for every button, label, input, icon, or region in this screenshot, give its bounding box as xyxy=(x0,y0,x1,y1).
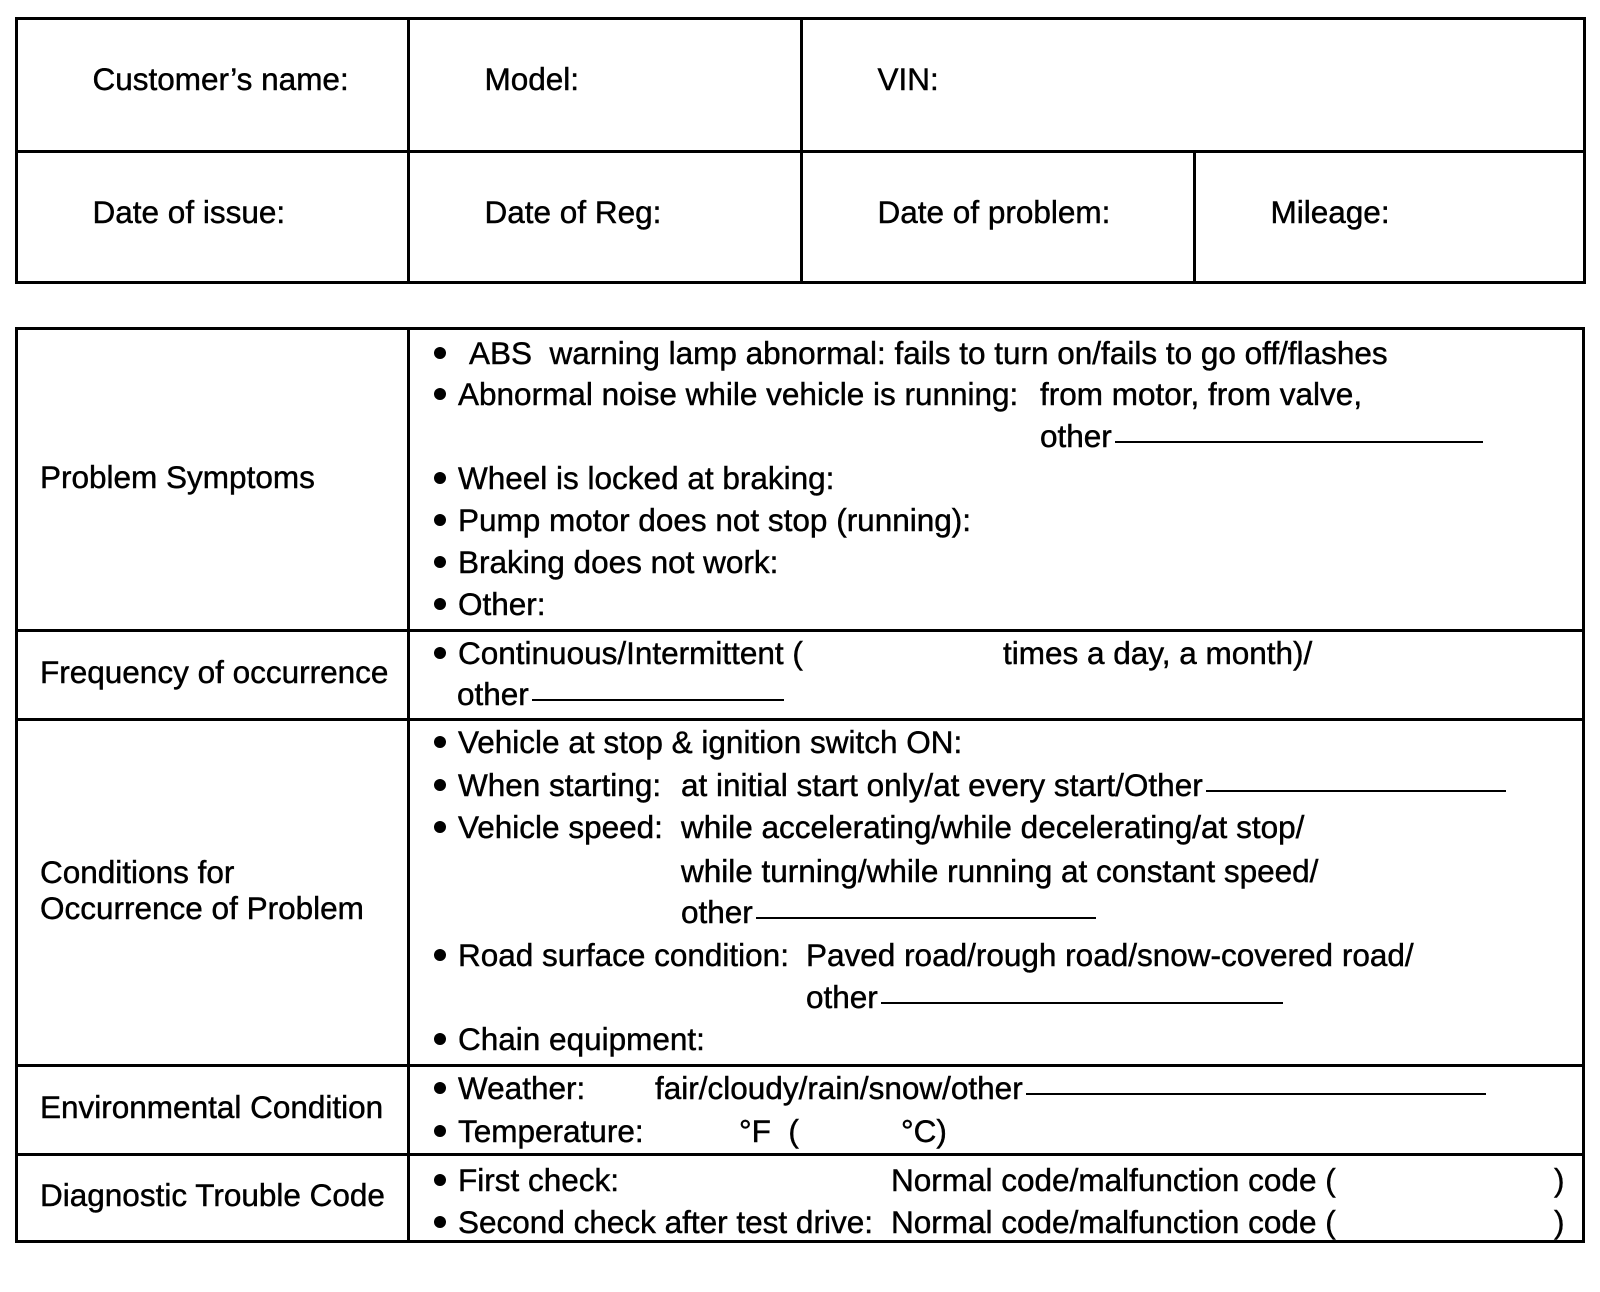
second-check-text: Second check after test drive: xyxy=(458,1204,873,1240)
temperature-text: Temperature: xyxy=(458,1113,644,1149)
symptom-braking xyxy=(410,544,1582,580)
vin-label: VIN: xyxy=(877,61,939,97)
conditions-label-cell xyxy=(15,718,410,1067)
vin-cell xyxy=(800,17,1586,153)
vehicle-info-table xyxy=(15,17,1586,284)
bullet-icon xyxy=(434,647,446,659)
bullet-icon xyxy=(434,556,446,568)
symptom-other-text: Other: xyxy=(458,586,546,622)
vehicle-speed-options-2: while turning/while running at constant speed/ xyxy=(681,853,1319,889)
bullet-icon xyxy=(434,347,446,359)
bullet-icon xyxy=(434,598,446,610)
symptom-pump-motor xyxy=(410,502,1582,538)
condition-road-surface xyxy=(410,937,1582,973)
problem-symptoms-label: Problem Symptoms xyxy=(40,458,315,495)
chain-equipment-text: Chain equipment: xyxy=(458,1021,705,1057)
frequency-label-cell xyxy=(15,629,410,721)
problem-symptoms-label-cell xyxy=(15,327,410,632)
bullet-icon xyxy=(434,1174,446,1186)
condition-chain-equipment xyxy=(410,1021,1582,1057)
road-surface-other-field xyxy=(806,979,1283,1015)
bullet-icon xyxy=(434,779,446,791)
date-of-issue-label: Date of issue: xyxy=(92,194,286,230)
bullet-icon xyxy=(434,736,446,748)
environment-temperature xyxy=(410,1113,1582,1149)
fahrenheit-unit: °F ( xyxy=(739,1113,799,1149)
environment-label: Environmental Condition xyxy=(40,1089,384,1125)
second-check-options: Normal code/malfunction code ( xyxy=(891,1204,1336,1240)
bullet-icon xyxy=(434,388,446,400)
condition-vehicle-speed xyxy=(410,809,1582,845)
condition-vehicle-speed-other xyxy=(410,894,1582,930)
bullet-icon xyxy=(434,1033,446,1045)
dtc-label-cell xyxy=(15,1153,410,1243)
date-of-problem-cell xyxy=(800,150,1196,284)
mileage-label: Mileage: xyxy=(1270,194,1390,230)
vehicle-speed-options-1: while accelerating/while decelerating/at stop/ xyxy=(681,809,1305,845)
noise-other-blank-line xyxy=(1115,441,1483,443)
road-surface-other-blank-line xyxy=(881,1002,1283,1004)
dtc-row xyxy=(15,1153,1585,1243)
times-per-period-text: times a day, a month)/ xyxy=(1003,635,1313,671)
vehicle-speed-other-field xyxy=(681,894,1096,930)
frequency-other xyxy=(410,676,1582,712)
problem-symptoms-content-cell xyxy=(407,327,1585,632)
braking-text: Braking does not work: xyxy=(458,544,779,580)
bullet-icon xyxy=(434,514,446,526)
problem-symptoms-row xyxy=(15,327,1585,632)
weather-other-blank-line xyxy=(1026,1093,1486,1095)
frequency-other-field xyxy=(457,676,784,712)
weather-options-field xyxy=(655,1070,1486,1106)
conditions-content-cell xyxy=(407,718,1585,1067)
symptom-abnormal-noise-other xyxy=(410,418,1582,454)
environment-label-cell xyxy=(15,1064,410,1156)
dtc-second-check xyxy=(410,1204,1582,1240)
date-of-reg-label: Date of Reg: xyxy=(484,194,662,230)
noise-other-field xyxy=(1040,418,1483,454)
when-starting-options: at initial start only/at every start/Other xyxy=(681,767,1203,803)
second-check-close-paren: ) xyxy=(1554,1204,1565,1240)
first-check-options: Normal code/malfunction code ( xyxy=(891,1162,1336,1198)
celsius-unit: °C) xyxy=(901,1113,947,1149)
bullet-icon xyxy=(434,472,446,484)
problem-details-table xyxy=(15,327,1585,1243)
road-surface-text: Road surface condition: xyxy=(458,937,789,973)
when-starting-options-field xyxy=(681,767,1506,803)
frequency-other-blank-line xyxy=(532,699,784,701)
weather-options: fair/cloudy/rain/snow/other xyxy=(655,1070,1023,1106)
model-cell xyxy=(407,17,803,153)
abs-warning-lamp-text: ABS warning lamp abnormal: fails to turn on/fails to go off/flashes xyxy=(469,335,1388,371)
noise-other-label: other xyxy=(1040,418,1112,454)
condition-vehicle-at-stop xyxy=(410,724,1582,760)
conditions-label-line1: Conditions for xyxy=(40,853,235,890)
road-surface-options: Paved road/rough road/snow-covered road/ xyxy=(806,937,1414,973)
symptom-other xyxy=(410,586,1582,622)
conditions-label-line2: Occurrence of Problem xyxy=(40,889,364,926)
date-of-issue-cell xyxy=(15,150,410,284)
wheel-locked-text: Wheel is locked at braking: xyxy=(458,460,835,496)
bullet-icon xyxy=(434,821,446,833)
dtc-first-check xyxy=(410,1162,1582,1198)
symptom-wheel-locked xyxy=(410,460,1582,496)
abnormal-noise-text: Abnormal noise while vehicle is running: xyxy=(458,376,1019,412)
bullet-icon xyxy=(434,1216,446,1228)
frequency-label: Frequency of occurrence xyxy=(40,654,389,690)
customer-name-cell xyxy=(15,17,410,153)
vehicle-at-stop-text: Vehicle at stop & ignition switch ON: xyxy=(458,724,963,760)
frequency-content-cell xyxy=(407,629,1585,721)
first-check-close-paren: ) xyxy=(1554,1162,1565,1198)
vehicle-speed-other-blank-line xyxy=(756,917,1096,919)
weather-text: Weather: xyxy=(458,1070,586,1106)
abnormal-noise-sources: from motor, from valve, xyxy=(1040,376,1363,412)
model-label: Model: xyxy=(484,61,580,97)
when-starting-blank-line xyxy=(1206,790,1506,792)
pump-motor-text: Pump motor does not stop (running): xyxy=(458,502,972,538)
dtc-content-cell xyxy=(407,1153,1585,1243)
bullet-icon xyxy=(434,1125,446,1137)
symptom-abs-warning-lamp xyxy=(410,335,1582,371)
condition-road-surface-other xyxy=(410,979,1582,1015)
frequency-other-label: other xyxy=(457,676,529,712)
bullet-icon xyxy=(434,1082,446,1094)
environment-row xyxy=(15,1064,1585,1156)
conditions-row xyxy=(15,718,1585,1067)
date-of-problem-label: Date of problem: xyxy=(877,194,1111,230)
dtc-label: Diagnostic Trouble Code xyxy=(40,1177,385,1213)
vehicle-speed-other-label: other xyxy=(681,894,753,930)
symptom-abnormal-noise xyxy=(410,376,1582,412)
environment-weather xyxy=(410,1070,1582,1106)
when-starting-text: When starting: xyxy=(458,767,662,803)
frequency-row xyxy=(15,629,1585,721)
environment-content-cell xyxy=(407,1064,1585,1156)
mileage-cell xyxy=(1193,150,1586,284)
road-surface-other-label: other xyxy=(806,979,878,1015)
date-of-reg-cell xyxy=(407,150,803,284)
condition-vehicle-speed-cont xyxy=(410,853,1582,889)
customer-name-label: Customer’s name: xyxy=(92,61,349,97)
condition-when-starting xyxy=(410,767,1582,803)
frequency-continuous xyxy=(410,635,1582,671)
bullet-icon xyxy=(434,949,446,961)
first-check-text: First check: xyxy=(458,1162,620,1198)
continuous-intermittent-text: Continuous/Intermittent ( xyxy=(458,635,803,671)
vehicle-speed-text: Vehicle speed: xyxy=(458,809,663,845)
